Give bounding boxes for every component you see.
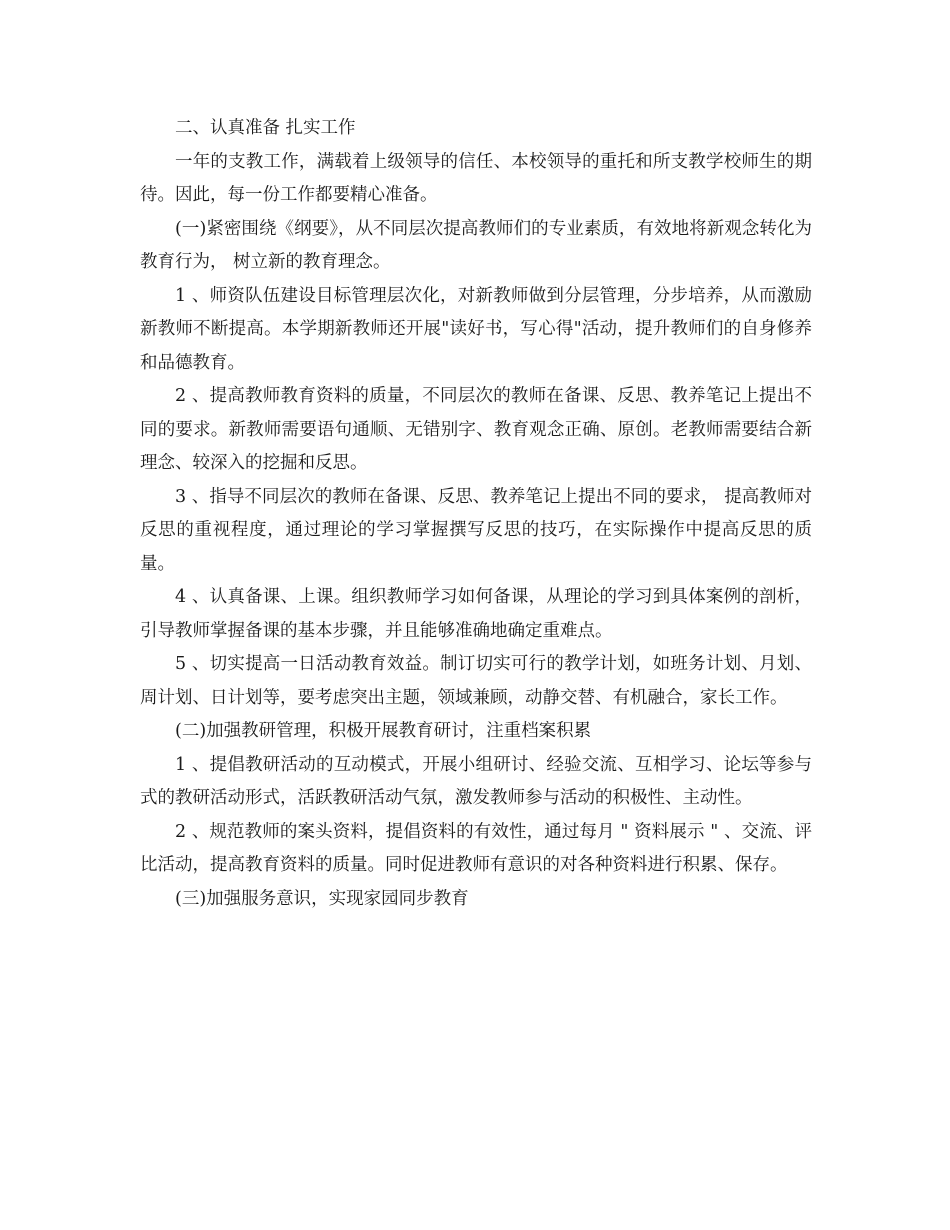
paragraph-item-2-2: 2 、规范教师的案头资料，提倡资料的有效性，通过每月 " 资料展示 " 、交流、评比活动，提高教育资料的质量。同时促进教师有意识的对各种资料进行积累、保存。 (140, 821, 812, 875)
document-body (140, 112, 812, 916)
subsection-heading-1: (一)紧密围绕《纲要》，从不同层次提高教师们的专业素质，有效地将新观念转化为教育行为， 树立新的教育理念。 (140, 218, 812, 272)
paragraph-item-1: 1 、师资队伍建设目标管理层次化，对新教师做到分层管理，分步培养，从而激励新教师不断提高。本学期新教师还开展"读好书，写心得"活动，提升教师们的自身修养和品德教育。 (140, 285, 812, 373)
subsection-heading-3: (三)加强服务意识，实现家园同步教育 (175, 888, 469, 909)
paragraph-item-5: 5 、切实提高一日活动教育效益。制订切实可行的教学计划，如班务计划、月划、周计划、日计划等，要考虑突出主题，领域兼顾，动静交替、有机融合，家长工作。 (140, 654, 812, 708)
paragraph-item-2: 2 、提高教师教育资料的质量，不同层次的教师在备课、反思、教养笔记上提出不同的要求。新教师需要语句通顺、无错别字、教育观念正确、原创。老教师需要结合新理念、较深入的挖掘和反思。 (140, 386, 812, 473)
section-heading: 二、认真准备 扎实工作 (175, 118, 356, 138)
paragraph-item-3: 3 、指导不同层次的教师在备课、反思、教养笔记上提出不同的要求， 提高教师对反思的重视程度，通过理论的学习掌握撰写反思的技巧，在实际操作中提高反思的质量。 (140, 486, 812, 574)
paragraph-item-2-1: 1 、提倡教研活动的互动模式，开展小组研讨、经验交流、互相学习、论坛等参与式的教研活动形式，活跃教研活动气氛，激发教师参与活动的积极性、主动性。 (140, 754, 812, 808)
paragraph-item-4: 4 、认真备课、上课。组织教师学习如何备课，从理论的学习到具体案例的剖析，引导教师掌握备课的基本步骤，并且能够准确地确定重难点。 (140, 587, 812, 641)
subsection-heading-2: (二)加强教研管理，积极开展教育研讨，注重档案积累 (175, 721, 592, 741)
paragraph-intro: 一年的支教工作，满载着上级领导的信任、本校领导的重托和所支教学校师生的期待。因此，每一份工作都要精心准备。 (140, 151, 812, 205)
